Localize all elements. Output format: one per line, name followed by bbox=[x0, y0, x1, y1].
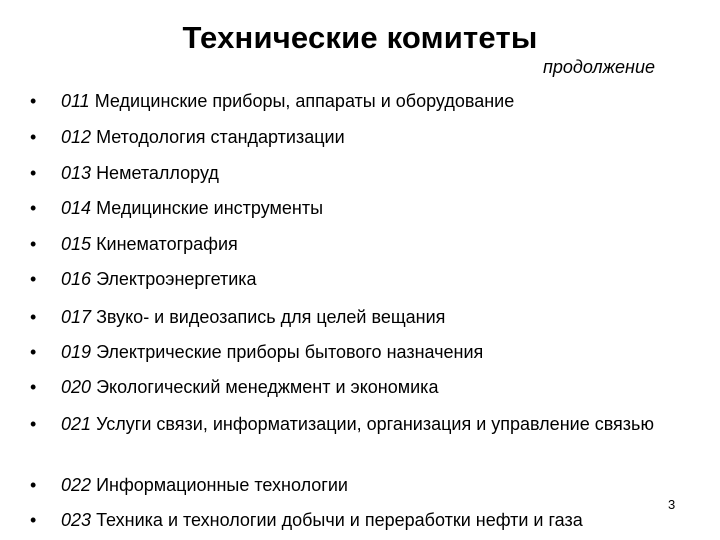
committee-name: Электрические приборы бытового назначения bbox=[96, 342, 484, 362]
bullet: • bbox=[30, 475, 37, 495]
list-item bbox=[30, 126, 660, 148]
committee-code: 017 bbox=[61, 307, 92, 327]
slide-subtitle: продолжение bbox=[543, 57, 655, 77]
committee-code: 022 bbox=[61, 475, 92, 495]
committee-name: Звуко- и видеозапись для целей вещания bbox=[96, 307, 446, 327]
committee-name: Экологический менеджмент и экономика bbox=[96, 377, 439, 397]
bullet: • bbox=[30, 127, 37, 147]
page-number: 3 bbox=[668, 497, 676, 512]
bullet: • bbox=[30, 307, 37, 327]
bullet: • bbox=[30, 91, 37, 111]
list-item bbox=[30, 306, 660, 328]
bullet: • bbox=[30, 198, 37, 218]
list-item bbox=[30, 90, 660, 112]
committee-name: Неметаллоруд bbox=[96, 163, 219, 183]
bullet: • bbox=[30, 510, 37, 530]
committee-code: 012 bbox=[61, 127, 92, 147]
committee-name: Медицинские приборы, аппараты и оборудование bbox=[94, 91, 515, 111]
bullet: • bbox=[30, 234, 37, 254]
committee-name: Кинематография bbox=[96, 234, 238, 254]
bullet: • bbox=[30, 342, 37, 362]
committee-name: Методология стандартизации bbox=[96, 127, 345, 147]
committee-code: 015 bbox=[61, 234, 92, 254]
list-item bbox=[30, 268, 660, 290]
bullet: • bbox=[30, 377, 37, 397]
committee-code: 013 bbox=[61, 163, 92, 183]
committee-code: 011 bbox=[61, 91, 90, 111]
committee-code: 023 bbox=[61, 510, 92, 530]
list-item bbox=[30, 162, 660, 184]
committee-code: 021 bbox=[61, 414, 92, 434]
bullet: • bbox=[30, 163, 37, 183]
list-item bbox=[30, 197, 660, 219]
committee-code: 016 bbox=[61, 269, 92, 289]
committee-code: 020 bbox=[61, 377, 92, 397]
list-item bbox=[30, 376, 660, 398]
list-item bbox=[30, 233, 660, 255]
committee-name: Электроэнергетика bbox=[96, 269, 257, 289]
list-item bbox=[30, 341, 660, 363]
committee-code: 019 bbox=[61, 342, 92, 362]
committee-name: Услуги связи, информатизации, организация и управление связью bbox=[96, 414, 654, 434]
committee-code: 014 bbox=[61, 198, 92, 218]
bullet: • bbox=[30, 269, 37, 289]
committee-name: Информационные технологии bbox=[96, 475, 348, 495]
list-item bbox=[30, 509, 660, 531]
list-item bbox=[30, 474, 660, 496]
bullet: • bbox=[30, 414, 37, 434]
slide-title: Технические комитеты bbox=[182, 20, 538, 55]
committee-name: Медицинские инструменты bbox=[96, 198, 324, 218]
list-item bbox=[30, 413, 660, 435]
committee-name: Техника и технологии добычи и переработки нефти и газа bbox=[96, 510, 583, 530]
